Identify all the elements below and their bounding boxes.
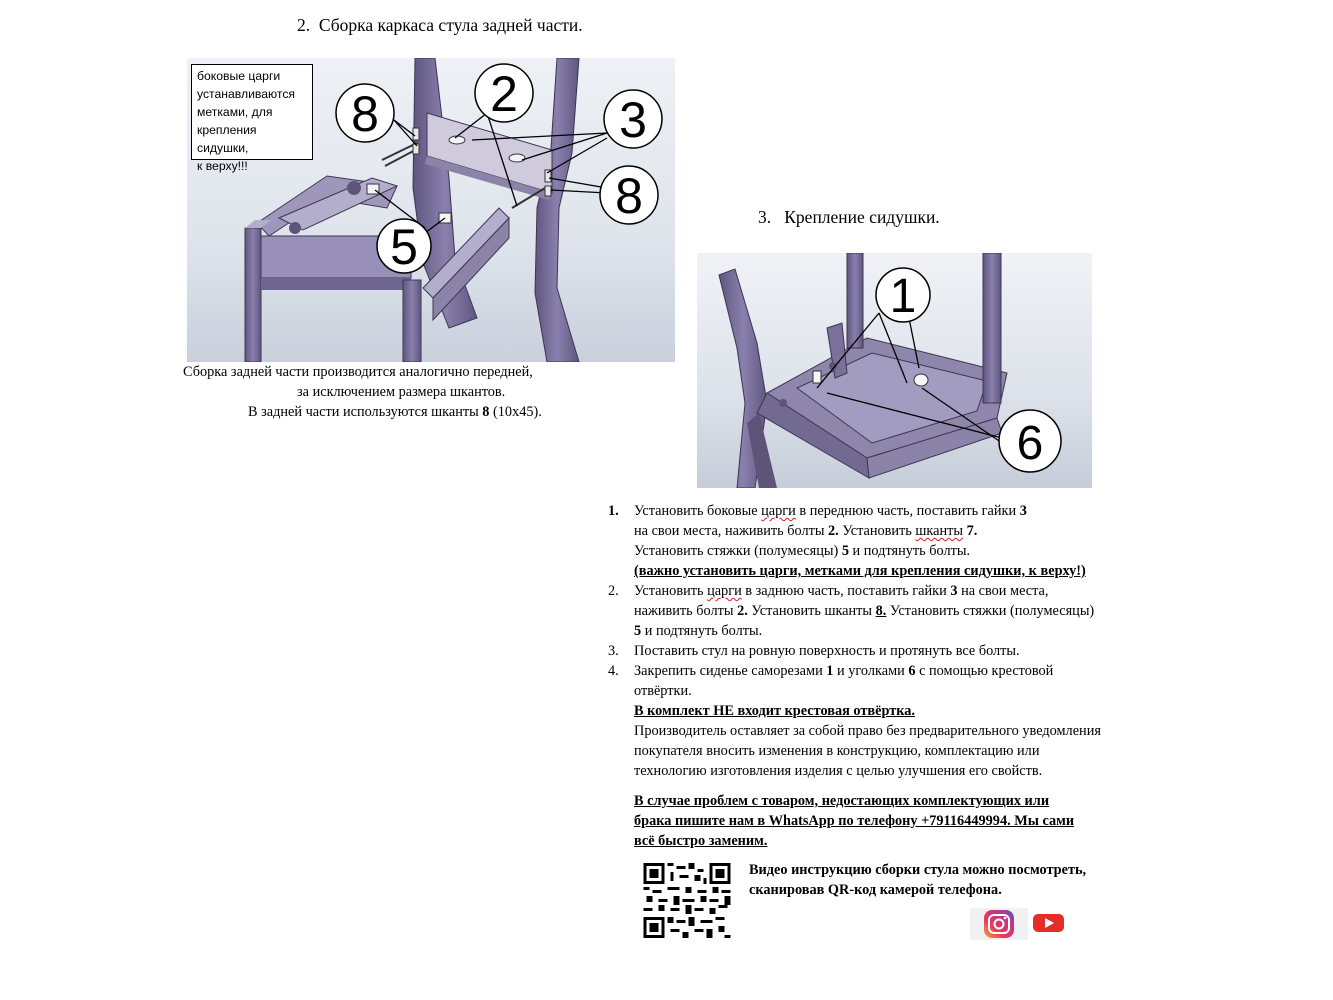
step-number: 1.: [608, 503, 619, 519]
caption-line-1: Сборка задней части производится аналогично передней,: [183, 364, 533, 380]
section-3-heading: [758, 207, 940, 228]
support-contact: В случае проблем с товаром, недостающих комплектующих или брака пишите нам в WhatsApp по телефону +79116449994. Мы сами всё быстро заменим.: [634, 793, 1075, 849]
section-2-heading: [297, 15, 583, 36]
label-bracket: 5: [390, 219, 418, 275]
section-3-title: Крепление сидушки.: [784, 207, 940, 227]
qr-code-icon[interactable]: [643, 863, 731, 938]
callout-line: крепления сидушки,: [197, 123, 257, 155]
step-1-warning: (важно установить царги, метками для крепления сидушки, к верху!): [634, 563, 1086, 579]
youtube-icon[interactable]: [1031, 910, 1066, 936]
step-4: 4. Закрепить сиденье саморезами 1 и уголками 6 с помощью крестовой отвёртки.: [608, 663, 1054, 699]
rails-orientation-callout: [191, 64, 313, 173]
step-1: 1. Установить боковые царги в переднюю часть, поставить гайки 3 на свои места, наживить болты 2. Установить шканты 7. Установить стяжки (полумесяцы) 5 и подтянуть болты. (важно установить царги, метками для крепления сидушки, к верху!): [608, 503, 1086, 579]
section-2-number: 2.: [297, 15, 311, 35]
manufacturer-disclaimer: Производитель оставляет за собой право без предварительного уведомления покупателя вносить изменения в конструкцию, комплектацию или технологию изготовления изделия с целью улучшения его свойств.: [634, 723, 1101, 779]
callout-line: боковые царги: [197, 69, 281, 83]
step-number: 2.: [608, 583, 619, 599]
section-2-title: Сборка каркаса стула задней части.: [318, 15, 583, 35]
caption-dowel-number: 8: [482, 404, 490, 420]
video-instructions-text: Видео инструкцию сборки стула можно посмотреть, сканировав QR-код камерой телефона.: [749, 862, 1087, 898]
step-2: 2. Установить царги в заднюю часть, поставить гайки 3 на свои места, наживить болты 2. Установить шканты 8. Установить стяжки (полумесяцы) 5 и подтянуть болты.: [608, 583, 1095, 639]
label-bolt-right: 8: [615, 168, 643, 224]
callout-line: устанавливаются: [197, 87, 296, 101]
screwdriver-note: В комплект НЕ входит крестовая отвёртка.: [634, 703, 916, 719]
assembly-steps: [608, 501, 1168, 851]
caption-line-3: В задней части используются шканты 8 (10х45).: [248, 404, 542, 420]
label-screw: 1: [889, 270, 917, 323]
label-corner: 6: [1016, 417, 1044, 470]
caption-line-2: за исключением размера шкантов.: [297, 384, 506, 400]
label-bolt-left: 8: [351, 86, 379, 142]
instagram-icon[interactable]: [970, 908, 1028, 940]
callout-line: метками, для: [197, 105, 273, 119]
callout-line: к верху!!!: [197, 159, 248, 173]
seat-fastening-figure: [697, 253, 1092, 488]
step-3: [608, 641, 1168, 661]
step-number: 4.: [608, 663, 619, 679]
label-bolt-screw: 2: [490, 66, 518, 122]
step-number: 3.: [608, 643, 619, 659]
step-3-text: Поставить стул на ровную поверхность и протянуть все болты.: [634, 643, 1020, 659]
label-nut: 3: [619, 92, 647, 148]
section-3-number: 3.: [758, 207, 772, 227]
